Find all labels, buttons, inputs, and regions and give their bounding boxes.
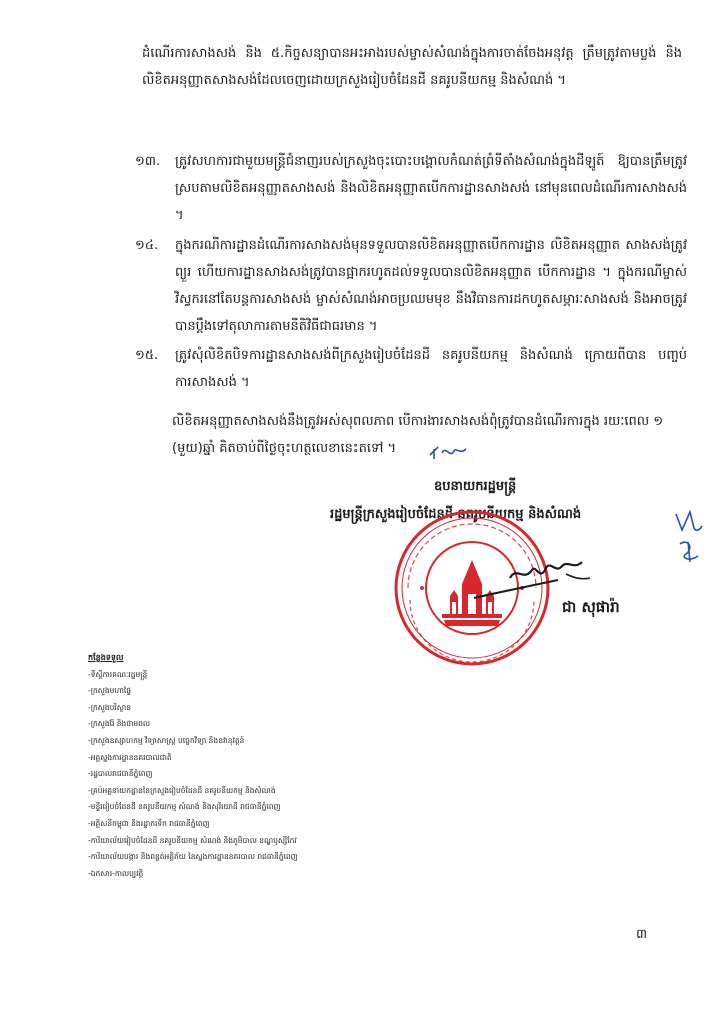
validity-paragraph: លិខិតអនុញ្ញាតសាងសង់នឹងត្រូវអស់សុពលភាព បើការងារសាងសង់ពុំត្រូវបានដំណើរការក្នុង រយៈពេល ១ (មួយ)ឆ្នាំ គិតចាប់ពីថ្ងៃចុះហត្ថលេខានេះតទៅ ។: [172, 414, 664, 456]
list-item: -អគ្គិសនីកម្ពុជា និងរដ្ឋាករទឹក រាជធានីភ្នំពេញ: [88, 818, 210, 828]
list-item: -គ្រប់អគ្គនាយកដ្ឋាននៃក្រសួងរៀបចំដែនដី នគរូបនីយកម្ម និងសំណង់: [88, 785, 276, 795]
clause-text: ត្រូវសុំលិខិតបិទការដ្ឋានសាងសង់ពីក្រសួងរៀបចំដែនដី នគរូបនីយកម្ម និងសំណង់ ក្រោយពីបាន បញ្ចប់ការសាងសង់ ។: [175, 348, 687, 390]
list-item: -ទីស្តីការគណៈរដ្ឋមន្ត្រី: [88, 669, 148, 679]
intro-paragraph: ដំណើរការសាងសង់ និង ៥.កិច្ចសន្យាបានអះអាងរបស់ម្ចាស់សំណង់ក្នុងការចាត់ចែងអនុវត្ត ត្រឹមត្រូវតាមប្លង់ និងលិខិតអនុញ្ញាតសាងសង់ដែលចេញដោយក្រសួងរៀបចំដែនដី នគរូបនីយកម្ម និងសំណង់ ។: [142, 46, 682, 88]
clause-number: ១៤.: [135, 238, 159, 253]
initials-signature-icon: [668, 508, 708, 568]
distribution-list: [88, 650, 388, 882]
list-item: -រដ្ឋបាលរាជធានីភ្នំពេញ: [88, 769, 153, 779]
list-item: -ក្រសួងមហាផ្ទៃ: [88, 686, 132, 696]
clause-text: ត្រូវសហការជាមួយមន្ត្រីជំនាញរបស់ក្រសួងចុះបោះបង្គោលកំណត់ព្រំទីតាំងសំណង់ក្នុងដីឡូត៍ ឱ្យបានត្រឹមត្រូវស្របតាមលិខិតអនុញ្ញាតសាងសង់ និងលិខិតអនុញ្ញាតបើកការដ្ឋានសាងសង់ នៅមុនពេលដំណើរការសាងសង់ ។: [175, 154, 687, 223]
list-item: -ការិយាល័យបង្ការ និងពន្លត់អគ្គិភ័យ នៃស្នងការដ្ឋាននគរបាល រាជធានីភ្នំពេញ: [88, 852, 298, 862]
signatory-title: ឧបនាយករដ្ឋមន្ត្រី: [434, 479, 517, 494]
list-item: -ក្រសួងឧស្សាហកម្ម វិទ្យាសាស្ត្រ បច្ចេកវិទ្យា និងនវានុវត្តន៍: [88, 735, 245, 745]
clause-number: ១៣.: [135, 154, 161, 169]
initial-mark-icon: [428, 441, 468, 463]
list-item: -អគ្គស្នងការដ្ឋាននគរបាលជាតិ: [88, 752, 172, 762]
clause-text: ក្នុងករណីការដ្ឋានដំណើរការសាងសង់មុនទទួលបានលិខិតអនុញ្ញាតបើកការដ្ឋាន លិខិតអនុញ្ញាត សាងសង់ត្រូវព្យួរ ហើយការដ្ឋានសាងសង់ត្រូវបានផ្អាករហូតដល់ទទួលបានលិខិតអនុញ្ញាត បើកការដ្ឋាន ។ ក្នុងករណីម្ចាស់វិស្វករនៅតែបន្តការសាងសង់ ម្ចាស់សំណង់អាចប្រឈមមុខ នឹងវិធានការដកហូតសម្ភារៈសាងសង់ និងអាចត្រូវបានប្តឹងទៅតុលាការតាមនីតិវិធីជាធរមាន ។: [175, 238, 687, 334]
clause-number: ១៥.: [135, 348, 159, 363]
distribution-list-title: កន្លែងទទួល: [88, 653, 124, 662]
list-item: -ការិយាល័យរៀបចំដែនដី នគរូបនីយកម្ម សំណង់ និងភូមិបាល ខណ្ឌឫស្សីកែវ: [88, 835, 297, 845]
signatory-ministry: រដ្ឋមន្ត្រីក្រសួងរៀបចំដែនដី នគរូបនីយកម្ម និងសំណង់: [330, 507, 582, 522]
page-number: ៣: [636, 927, 648, 942]
clause-14: [135, 232, 687, 340]
list-item: -ឯកសារ-កាលប្បវត្តិ: [88, 868, 144, 878]
clause-15: [135, 342, 687, 396]
list-item: -ក្រសួងរ៉ែ និងថាមពល: [88, 719, 151, 729]
signatory-name: ជា សុផារ៉ា: [562, 598, 620, 616]
handwritten-signature-icon: [470, 552, 620, 612]
clause-13: [135, 148, 687, 228]
list-item: -ក្រសួងបរិស្ថាន: [88, 702, 132, 712]
list-item: -មន្ទីររៀបចំដែនដី នគរូបនីយកម្ម សំណង់ និងសុរិយោដី រាជធានីភ្នំពេញ: [88, 802, 281, 812]
